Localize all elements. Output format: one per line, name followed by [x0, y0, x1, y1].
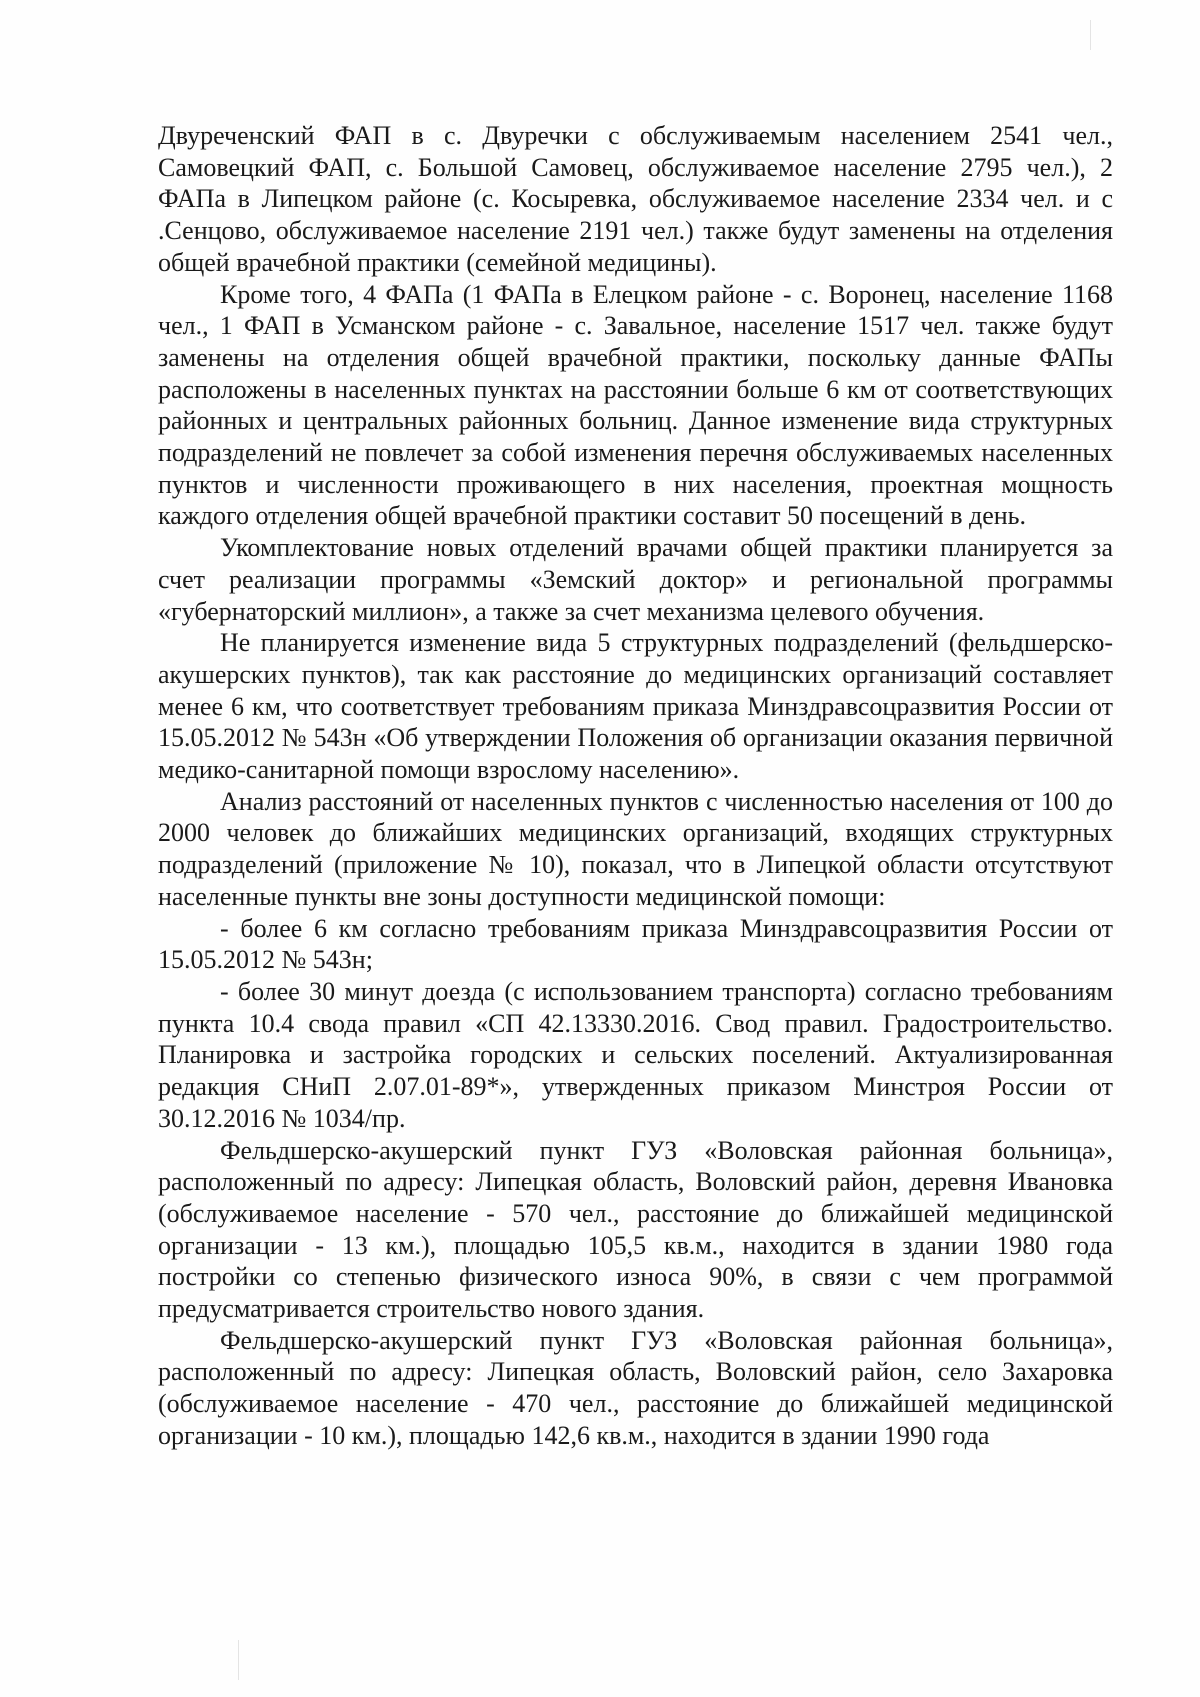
- list-item-30min: - более 30 минут доезда (с использованием транспорта) согласно требованиям пункта 10.4 свода правил «СП 42.13330.2016. Свод правил. Градостроительство. Планировка и застройка городских и сельских поселений. Актуализированная редакция СНиП 2.07.01-89*», утвержденных приказом Минстроя России от 30.12.2016 № 1034/пр.: [158, 976, 1113, 1133]
- paragraph-zakharovka: Фельдшерско-акушерский пункт ГУЗ «Воловская районная больница», расположенный по адресу: Липецкая область, Воловский район, село Захаровка (обслуживаемое население - 470 чел., расстояние до ближайшей медицинской организации - 10 км.), площадью 142,6 кв.м., находится в здании 1990 года: [158, 1325, 1113, 1450]
- paragraph-no-change: Не планируется изменение вида 5 структурных подразделений (фельдшерско-акушерских пунктов), так как расстояние до медицинских организаций составляет менее 6 км, что соответствует требованиям приказа Минздравсоцразвития России от 15.05.2012 № 543н «Об утверждении Положения об организации оказания первичной медико-санитарной помощи взрослому населению».: [158, 628, 1113, 785]
- list-item-6km: - более 6 км согласно требованиям приказа Минздравсоцразвития России от 15.05.2012 № 543н;: [158, 913, 1113, 975]
- scan-artifact-bottom: [238, 1640, 239, 1680]
- scan-artifact-top: [1090, 20, 1091, 50]
- paragraph-continuation: Двуреченский ФАП в с. Двуречки с обслуживаемым населением 2541 чел., Самовецкий ФАП, с. Большой Самовец, обслуживаемое население 2795 чел.), 2 ФАПа в Липецком районе (с. Косыревка, обслуживаемое население 2334 чел. и с .Сенцово, обслуживаемое население 2191 чел.) также будут заменены на отделения общей врачебной практики (семейной медицины).: [158, 121, 1113, 277]
- paragraph-fap-replacement: Кроме того, 4 ФАПа (1 ФАПа в Елецком районе - с. Воронец, население 1168 чел., 1 ФАП в Усманском районе - с. Завальное, население 1517 чел. также будут заменены на отделения общей врачебной практики, поскольку данные ФАПы расположены в населенных пунктах на расстоянии больше 6 км от соответствующих районных и центральных районных больниц. Данное изменение вида структурных подразделений не повлечет за собой изменения перечня обслуживаемых населенных пунктов и численности проживающего в них населения, проектная мощность каждого отделения общей врачебной практики составит 50 посещений в день.: [158, 279, 1113, 531]
- paragraph-distance-analysis: Анализ расстояний от населенных пунктов с численностью населения от 100 до 2000 человек до ближайших медицинских организаций, входящих структурных подразделений (приложение № 10), показал, что в Липецкой области отсутствуют населенные пункты вне зоны доступности медицинской помощи:: [158, 786, 1113, 911]
- paragraph-staffing: Укомплектование новых отделений врачами общей практики планируется за счет реализации программы «Земский доктор» и региональной программы «губернаторский миллион», а также за счет механизма целевого обучения.: [158, 533, 1113, 626]
- document-body: [158, 120, 1113, 1452]
- paragraph-ivanovka: Фельдшерско-акушерский пункт ГУЗ «Воловская районная больница», расположенный по адресу: Липецкая область, Воловский район, деревня Ивановка (обслуживаемое население - 570 чел., расстояние до ближайшей медицинской организации - 13 км.), площадью 105,5 кв.м., находится в здании 1980 года постройки со степенью физического износа 90%, в связи с чем программой предусматривается строительство нового здания.: [158, 1135, 1113, 1324]
